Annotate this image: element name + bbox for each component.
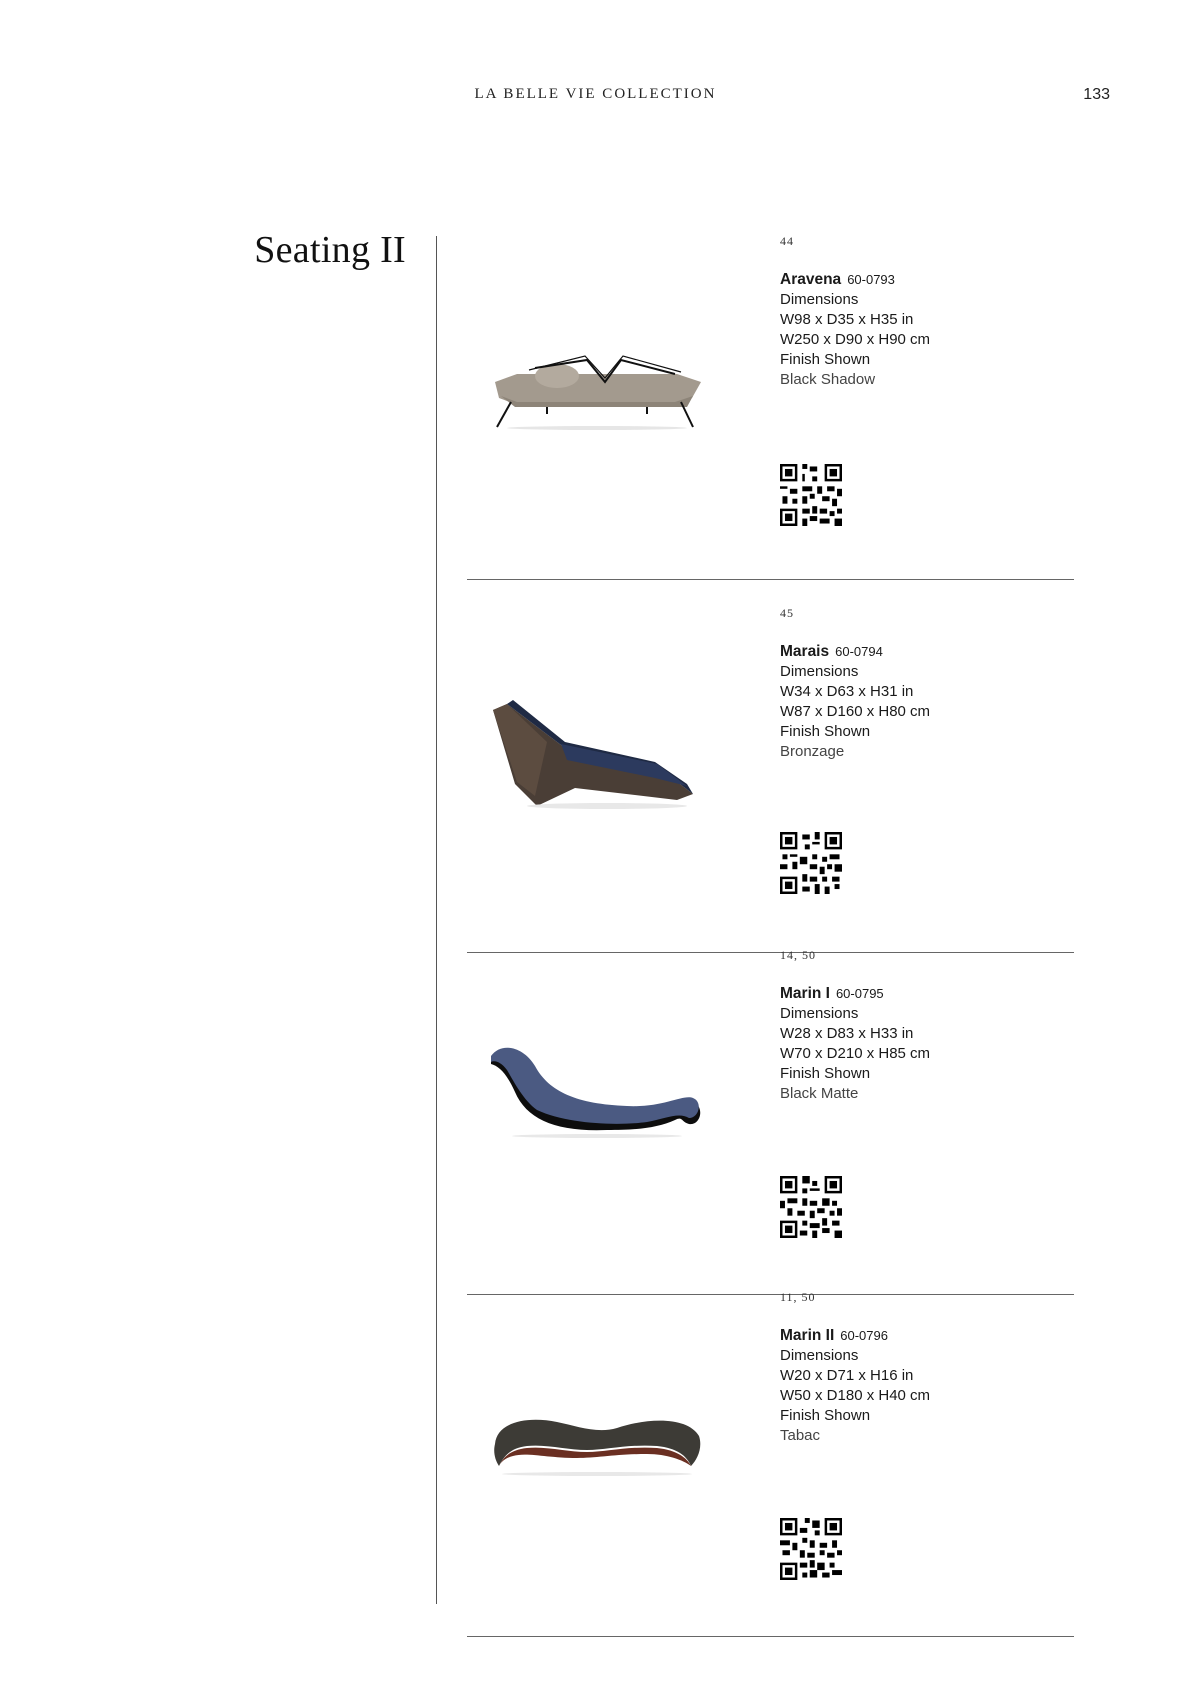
product-code: 60-0794 (835, 644, 883, 659)
product-info (780, 642, 930, 762)
dimensions-cm: W87 x D160 x H80 cm (780, 703, 931, 720)
finish-label: Finish Shown (780, 351, 871, 368)
product-image-aravena-sofa (487, 352, 707, 432)
dimensions-cm: W70 x D210 x H85 cm (780, 1045, 931, 1062)
product-entry-marin-2 (467, 1290, 1074, 1637)
entry-divider (467, 579, 1074, 580)
finish-value: Bronzage (780, 743, 845, 760)
qr-code-icon[interactable] (780, 1176, 842, 1238)
product-info (780, 270, 930, 390)
product-image-marin-1-lounger (487, 1040, 707, 1140)
dimensions-label: Dimensions (780, 1347, 859, 1364)
finish-value: Black Matte (780, 1085, 859, 1102)
reference-number: 14, 50 (780, 948, 816, 962)
dimensions-label: Dimensions (780, 1005, 859, 1022)
product-entry-marin-1 (467, 948, 1074, 1295)
dimensions-inches: W34 x D63 x H31 in (780, 683, 914, 700)
reference-number: 44 (780, 234, 794, 248)
product-name: Marais (780, 643, 830, 660)
qr-code-icon[interactable] (780, 1518, 842, 1580)
product-image-marais-lounger (487, 696, 707, 812)
product-image-marin-2-bench (487, 1400, 707, 1480)
finish-value: Tabac (780, 1427, 821, 1444)
finish-value: Black Shadow (780, 371, 876, 388)
finish-label: Finish Shown (780, 1065, 871, 1082)
finish-label: Finish Shown (780, 723, 871, 740)
dimensions-label: Dimensions (780, 291, 859, 308)
product-entry-aravena (467, 234, 1074, 580)
dimensions-inches: W98 x D35 x H35 in (780, 311, 914, 328)
entry-divider (467, 1636, 1074, 1637)
product-name: Aravena (780, 271, 842, 288)
reference-number: 11, 50 (780, 1290, 816, 1304)
dimensions-cm: W250 x D90 x H90 cm (780, 331, 931, 348)
product-info (780, 984, 930, 1104)
product-name: Marin I (780, 985, 830, 1002)
dimensions-inches: W20 x D71 x H16 in (780, 1367, 914, 1384)
dimensions-inches: W28 x D83 x H33 in (780, 1025, 914, 1042)
product-code: 60-0793 (847, 272, 895, 287)
product-code: 60-0795 (835, 986, 884, 1001)
finish-label: Finish Shown (780, 1407, 871, 1424)
section-title: Seating II (254, 229, 406, 271)
qr-code-icon[interactable] (780, 832, 842, 894)
qr-code-icon[interactable] (780, 464, 842, 526)
page-number: 133 (1083, 86, 1110, 103)
product-name: Marin II (780, 1327, 835, 1344)
collection-title: LA BELLE VIE COLLECTION (474, 86, 717, 102)
product-entry-marais (467, 606, 1074, 953)
dimensions-cm: W50 x D180 x H40 cm (780, 1387, 931, 1404)
reference-number: 45 (780, 606, 794, 620)
product-code: 60-0796 (840, 1328, 888, 1343)
vertical-divider (436, 236, 437, 1604)
dimensions-label: Dimensions (780, 663, 859, 680)
product-info (780, 1326, 930, 1446)
